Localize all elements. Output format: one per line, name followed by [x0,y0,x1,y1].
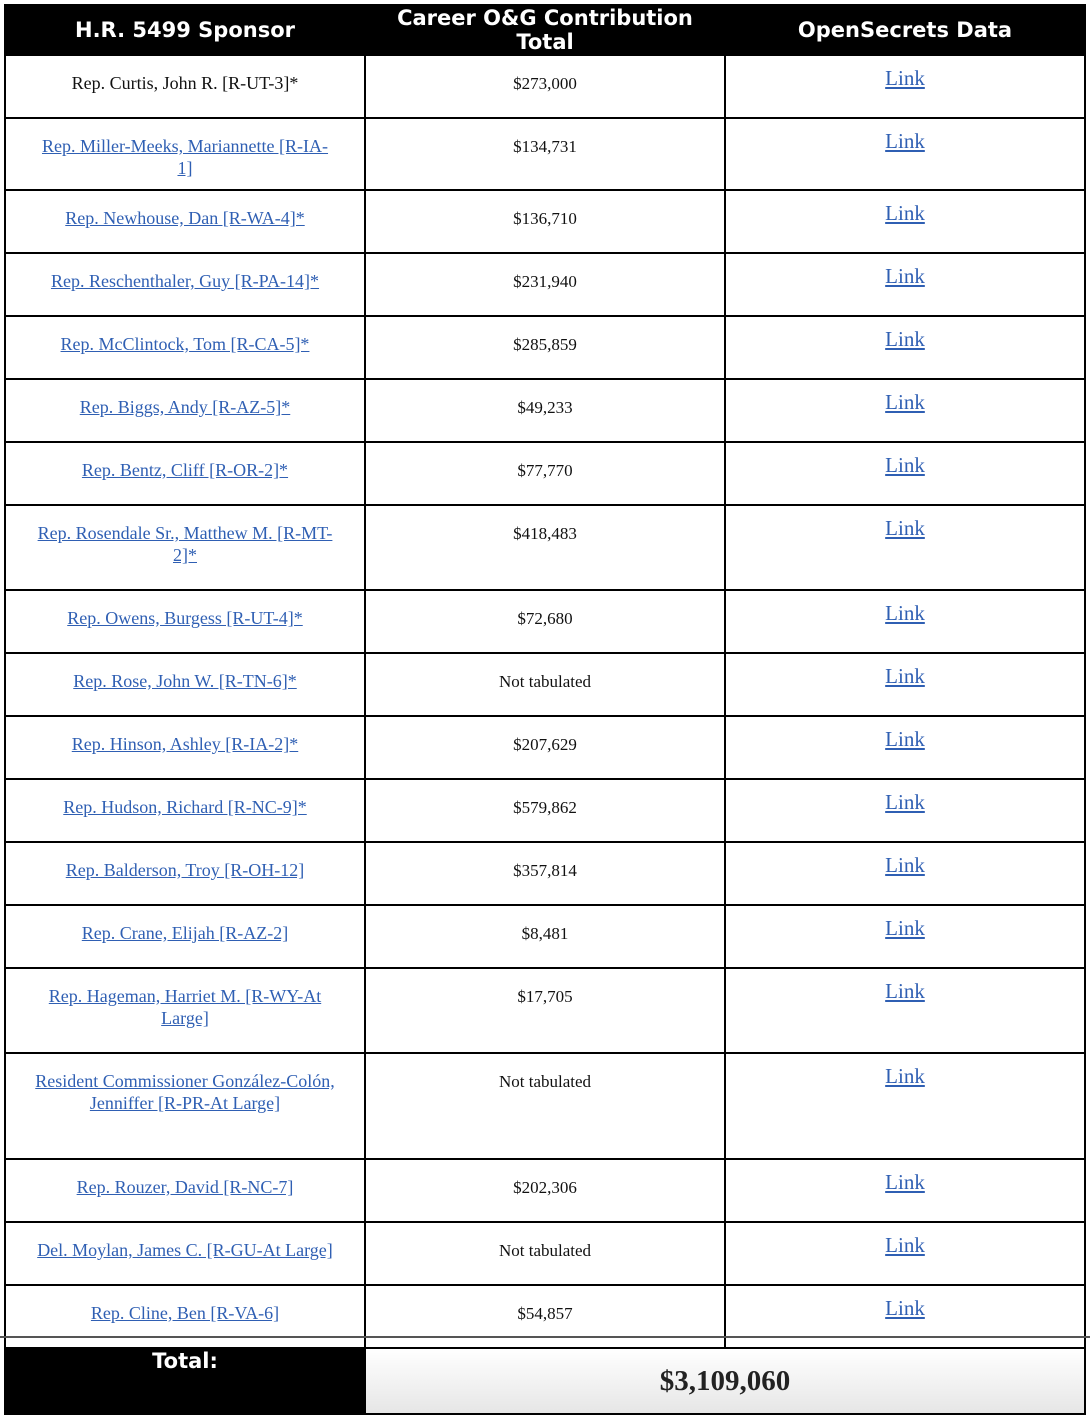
contribution-amount: Not tabulated [365,653,725,716]
opensecrets-cell [725,905,1085,968]
contributions-page [4,4,1084,1415]
opensecrets-link[interactable]: Link [885,1233,925,1257]
sponsor-link[interactable]: Rep. Newhouse, Dan [R-WA-4]* [65,208,305,228]
table-row [5,55,1085,118]
contribution-amount: $231,940 [365,253,725,316]
table-row [5,253,1085,316]
opensecrets-link[interactable]: Link [885,1170,925,1194]
contribution-amount: $17,705 [365,968,725,1053]
sponsor-link[interactable]: Rep. Rosendale Sr., Matthew M. [R-MT-2]* [37,523,333,565]
table-row [5,118,1085,190]
opensecrets-cell [725,55,1085,118]
opensecrets-link[interactable]: Link [885,390,925,414]
opensecrets-cell [725,1053,1085,1159]
table-row [5,842,1085,905]
total-row [5,1348,1085,1414]
sponsor-cell [5,968,365,1053]
table-body [5,55,1085,1348]
total-label: Total: [5,1348,365,1414]
contribution-amount: $579,862 [365,779,725,842]
sponsor-link[interactable]: Resident Commissioner González-Colón, Jenniffer [R-PR-At Large] [35,1071,335,1113]
opensecrets-cell [725,253,1085,316]
opensecrets-cell [725,1285,1085,1348]
table-row [5,190,1085,253]
opensecrets-link[interactable]: Link [885,853,925,877]
opensecrets-link[interactable]: Link [885,129,925,153]
contribution-amount: $285,859 [365,316,725,379]
opensecrets-cell [725,779,1085,842]
opensecrets-link[interactable]: Link [885,664,925,688]
opensecrets-cell [725,505,1085,590]
sponsor-link[interactable]: Rep. Biggs, Andy [R-AZ-5]* [79,397,291,417]
contribution-amount: $273,000 [365,55,725,118]
contribution-amount: Not tabulated [365,1053,725,1159]
opensecrets-link[interactable]: Link [885,201,925,225]
sponsor-name: Rep. Curtis, John R. [R-UT-3]* [71,73,299,93]
sponsor-link[interactable]: Rep. Cline, Ben [R-VA-6] [90,1303,280,1323]
sponsor-link[interactable]: Rep. Rouzer, David [R-NC-7] [76,1177,294,1197]
contribution-amount: $207,629 [365,716,725,779]
sponsor-cell [5,379,365,442]
opensecrets-cell [725,316,1085,379]
table-row [5,653,1085,716]
sponsor-cell [5,118,365,190]
sponsor-cell [5,316,365,379]
opensecrets-link[interactable]: Link [885,516,925,540]
contribution-amount: $134,731 [365,118,725,190]
table-row [5,442,1085,505]
table-row [5,968,1085,1053]
opensecrets-cell [725,653,1085,716]
sponsor-cell [5,905,365,968]
contribution-amount: $418,483 [365,505,725,590]
sponsor-contributions-table [4,4,1086,1415]
table-footer [5,1348,1085,1414]
sponsor-cell [5,1053,365,1159]
contribution-amount: $136,710 [365,190,725,253]
contribution-amount: $357,814 [365,842,725,905]
table-row [5,1285,1085,1348]
sponsor-cell [5,779,365,842]
sponsor-link[interactable]: Rep. Miller-Meeks, Mariannette [R-IA-1] [41,136,329,178]
sponsor-cell [5,1285,365,1348]
opensecrets-cell [725,118,1085,190]
total-value: $3,109,060 [365,1348,1085,1414]
contribution-amount: $77,770 [365,442,725,505]
opensecrets-cell [725,379,1085,442]
opensecrets-cell [725,190,1085,253]
table-header [5,5,1085,55]
header-row [5,5,1085,55]
table-row [5,379,1085,442]
opensecrets-link[interactable]: Link [885,1296,925,1320]
sponsor-link[interactable]: Rep. Rose, John W. [R-TN-6]* [73,671,297,691]
sponsor-link[interactable]: Rep. Owens, Burgess [R-UT-4]* [67,608,303,628]
sponsor-link[interactable]: Rep. Hageman, Harriet M. [R-WY-At Large] [48,986,322,1028]
opensecrets-link[interactable]: Link [885,727,925,751]
sponsor-link[interactable]: Rep. Bentz, Cliff [R-OR-2]* [81,460,289,480]
sponsor-cell [5,716,365,779]
table-row [5,316,1085,379]
opensecrets-link[interactable]: Link [885,66,925,90]
table-row [5,905,1085,968]
sponsor-cell [5,590,365,653]
contribution-amount: $54,857 [365,1285,725,1348]
opensecrets-link[interactable]: Link [885,327,925,351]
table-row [5,505,1085,590]
opensecrets-cell [725,842,1085,905]
table-row [5,1159,1085,1222]
sponsor-link[interactable]: Rep. Crane, Elijah [R-AZ-2] [81,923,289,943]
contribution-amount: $49,233 [365,379,725,442]
contribution-amount: Not tabulated [365,1222,725,1285]
sponsor-link[interactable]: Rep. McClintock, Tom [R-CA-5]* [60,334,310,354]
sponsor-cell [5,253,365,316]
contribution-amount: $8,481 [365,905,725,968]
opensecrets-cell [725,716,1085,779]
table-row [5,1222,1085,1285]
sponsor-cell [5,190,365,253]
sponsor-cell [5,1159,365,1222]
opensecrets-cell [725,590,1085,653]
sponsor-link[interactable]: Rep. Reschenthaler, Guy [R-PA-14]* [50,271,320,291]
contribution-amount: $202,306 [365,1159,725,1222]
sponsor-link[interactable]: Rep. Balderson, Troy [R-OH-12] [65,860,305,880]
bottom-rule [0,1336,1090,1338]
sponsor-cell [5,55,365,118]
header-opensecrets-data: OpenSecrets Data [725,5,1085,55]
sponsor-cell [5,842,365,905]
opensecrets-link[interactable]: Link [885,264,925,288]
header-contribution-total: Career O&G Contribution Total [365,5,725,55]
opensecrets-cell [725,968,1085,1053]
opensecrets-link[interactable]: Link [885,453,925,477]
sponsor-cell [5,653,365,716]
sponsor-cell [5,1222,365,1285]
sponsor-link[interactable]: Del. Moylan, James C. [R-GU-At Large] [37,1240,333,1260]
opensecrets-cell [725,1159,1085,1222]
opensecrets-link[interactable]: Link [885,916,925,940]
table-row [5,779,1085,842]
contribution-amount: $72,680 [365,590,725,653]
opensecrets-link[interactable]: Link [885,979,925,1003]
sponsor-cell [5,442,365,505]
sponsor-link[interactable]: Rep. Hudson, Richard [R-NC-9]* [63,797,307,817]
table-row [5,716,1085,779]
sponsor-link[interactable]: Rep. Hinson, Ashley [R-IA-2]* [71,734,299,754]
opensecrets-link[interactable]: Link [885,790,925,814]
table-row [5,1053,1085,1159]
opensecrets-link[interactable]: Link [885,1064,925,1088]
sponsor-cell [5,505,365,590]
header-sponsor: H.R. 5499 Sponsor [5,5,365,55]
opensecrets-link[interactable]: Link [885,601,925,625]
opensecrets-cell [725,442,1085,505]
opensecrets-cell [725,1222,1085,1285]
table-row [5,590,1085,653]
